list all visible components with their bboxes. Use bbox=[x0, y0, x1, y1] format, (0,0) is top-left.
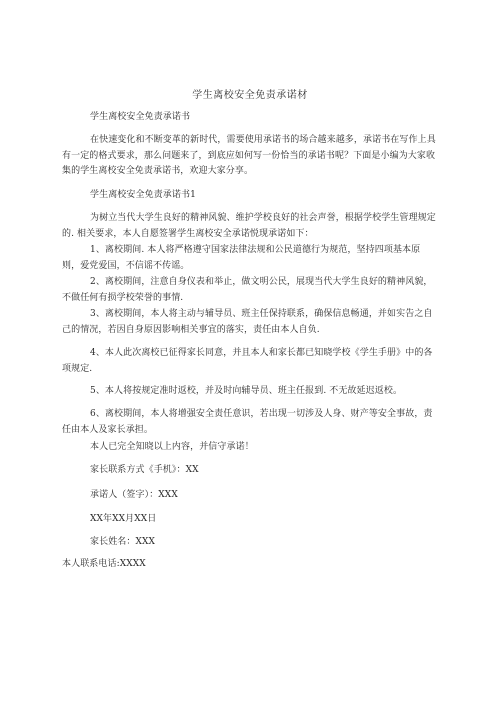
document-subtitle: 学生离校安全免责承诺书 bbox=[90, 112, 191, 122]
self-phone: 本人联系电话:XXXX bbox=[62, 559, 146, 569]
parent-name: 家长姓名：XXX bbox=[90, 537, 156, 547]
preamble-paragraph: 为树立当代大学生良好的精神风貌、维护学校良好的社会声誉，根据学校学生管理规定的. 相关要求，本人自愿签署学生离校安全承诺悦现承诺如下： bbox=[62, 213, 436, 239]
clause-1: 1、离校期间. 本人将严格遵守国家法律法规和公民道德行为规范，坚持四项基本原则，爱党爱国，不信谣不传谣。 bbox=[62, 245, 421, 271]
parent-contact: 家长联系方式《手机》：XX bbox=[90, 465, 199, 475]
confirmation-line: 本人已完全知晓以上内容，并信守承诺！ bbox=[90, 442, 254, 452]
clause-4: 4、本人此次离校已征得家长同意，并且本人和家长都已知晓学校《学生手册》中的各项规定. bbox=[62, 348, 433, 374]
clause-6: 6、离校期间，本人将增强安全责任意识，若出现一切涉及人身、财产等安全事故，责任由本人及家长承担。 bbox=[62, 409, 433, 435]
clause-5: 5、本人将按规定准时返校，并及时向辅导员、班主任报到. 不无故延迟返校。 bbox=[90, 386, 403, 396]
signer-line: 承诺人（签字）：XXX bbox=[90, 490, 178, 500]
date-line: XX年XX月XX日 bbox=[90, 514, 157, 524]
section-heading: 学生离校安全免责承诺书1 bbox=[90, 190, 196, 200]
clause-3: 3、离校期间，本人将主动与辅导员、班主任保持联系，确保信息畅通，并如实告之自己的情况，若因自身原因影响相关事宜的落实，责任由本人自负. bbox=[62, 309, 433, 335]
intro-paragraph: 在快速变化和不断变革的新时代，需要使用承诺书的场合越来越多，承诺书在写作上具有一定的格式要求，那么问题来了，到底应如何写一份恰当的承诺书呢？下面是小编为大家收集的学生离校安全免责承诺书，欢迎大家分享。 bbox=[62, 135, 436, 176]
clause-2: 2、离校期间，注意自身仪表和举止，做文明公民，展现当代大学生良好的精神风貌，不做任何有损学校荣誉的事情. bbox=[62, 277, 433, 303]
document-title: 学生离校安全免责承诺材 bbox=[192, 90, 308, 101]
